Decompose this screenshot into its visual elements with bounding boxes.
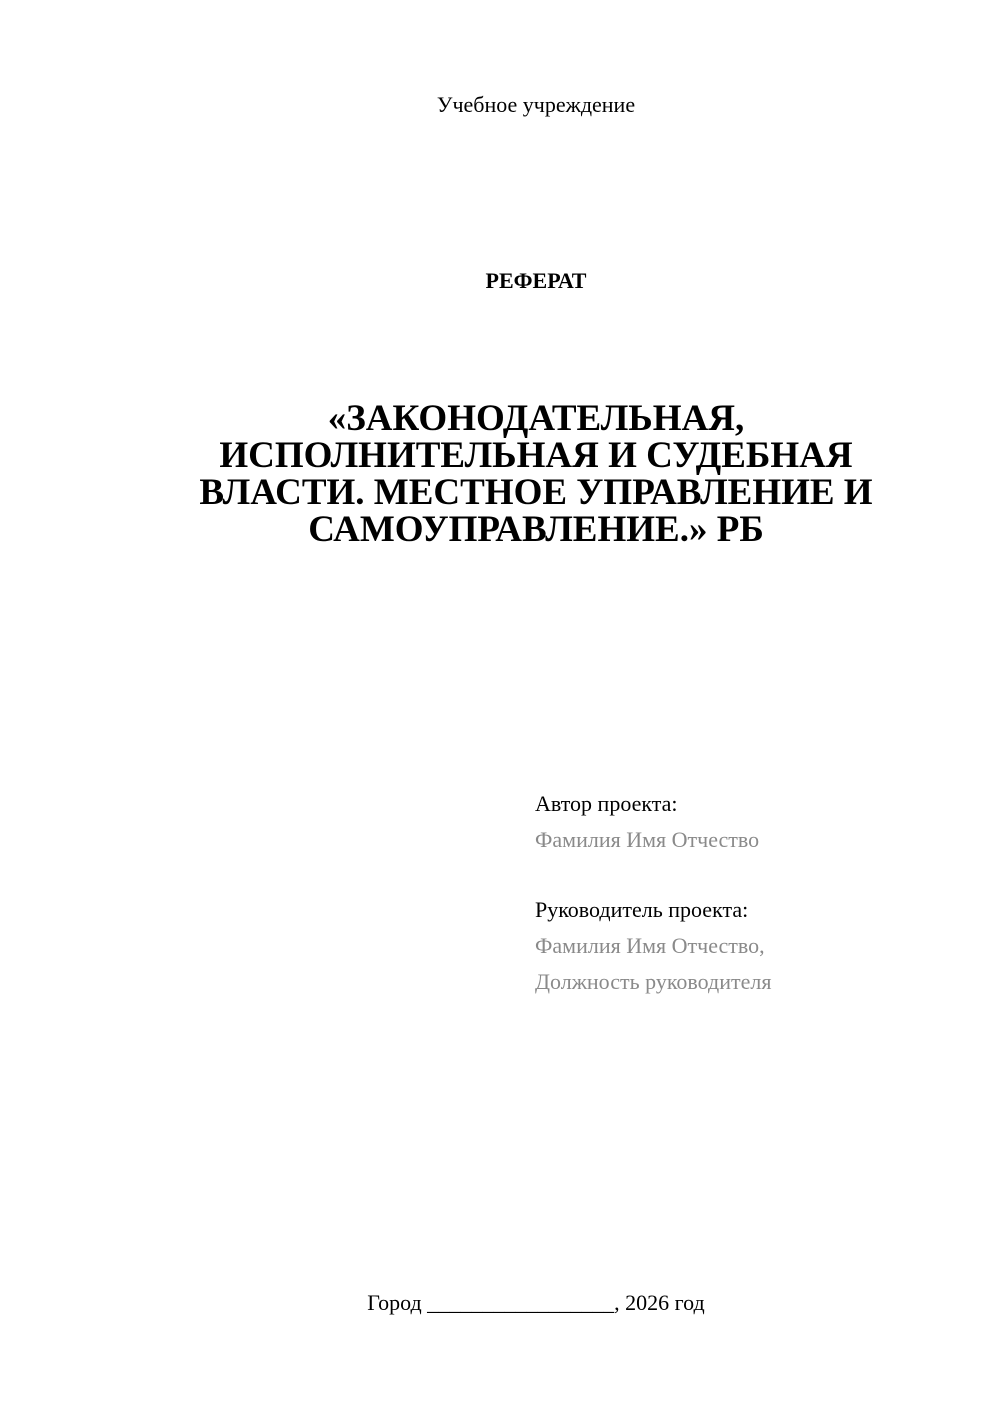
document-title-line: ИСПОЛНИТЕЛЬНАЯ И СУДЕБНАЯ: [219, 435, 853, 476]
supervisor-position: Должность руководителя: [535, 969, 772, 994]
supervisor-block: [535, 892, 975, 1000]
document-type: РЕФЕРАТ: [485, 268, 587, 293]
document-title: [150, 400, 922, 548]
document-title-line: САМОУПРАВЛЕНИЕ.» РБ: [308, 509, 764, 550]
institution-name: Учебное учреждение: [436, 92, 636, 117]
author-label: Автор проекта:: [535, 791, 678, 816]
author-block: [535, 786, 975, 858]
document-title-line: «ЗАКОНОДАТЕЛЬНАЯ,: [327, 398, 745, 439]
supervisor-name: Фамилия Имя Отчество,: [535, 933, 765, 958]
city-year-line: Город _________________, 2026 год: [367, 1290, 705, 1315]
document-title-line: ВЛАСТИ. МЕСТНОЕ УПРАВЛЕНИЕ И: [199, 472, 873, 513]
author-name: Фамилия Имя Отчество: [535, 827, 760, 852]
supervisor-label: Руководитель проекта:: [535, 897, 749, 922]
